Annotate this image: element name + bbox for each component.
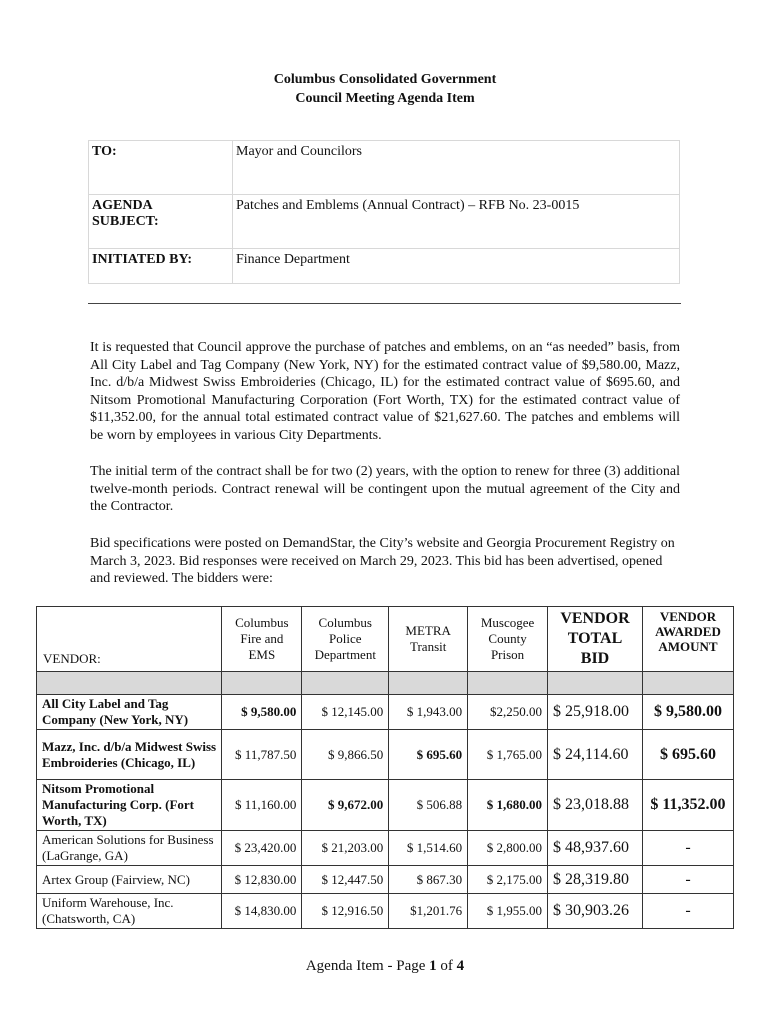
col-fire-ems — [222, 607, 302, 672]
metra-bid: $ 695.60 — [389, 730, 468, 780]
agenda-subject-label — [89, 195, 233, 249]
to-value: Mayor and Councilors — [233, 141, 680, 195]
page-footer — [0, 958, 770, 975]
col-total-line2: TOTAL — [567, 630, 623, 647]
col-awarded-line1: VENDOR — [659, 609, 717, 624]
bid-table — [36, 606, 734, 929]
fire-bid: $ 9,580.00 — [222, 695, 302, 730]
col-total-line1: VENDOR — [560, 610, 630, 627]
total-bid: $ 30,903.26 — [548, 894, 643, 929]
term-paragraph: The initial term of the contract shall be for two (2) years, with the option to renew for three (3) additional twelve-month periods. Contract renewal will be contingent upon the mutual agreement of the City and the Contractor. — [90, 464, 680, 514]
table-row — [37, 695, 734, 730]
total-bid: $ 25,918.00 — [548, 695, 643, 730]
col-police-line3: Department — [314, 647, 376, 662]
police-bid: $ 12,145.00 — [302, 695, 389, 730]
table-row — [37, 831, 734, 866]
metra-bid: $ 1,943.00 — [389, 695, 468, 730]
awarded-amount: $ 695.60 — [642, 730, 733, 780]
table-row — [37, 730, 734, 780]
prison-bid: $2,250.00 — [468, 695, 548, 730]
footer-of: of — [436, 958, 457, 974]
initiated-by-value: Finance Department — [233, 249, 680, 284]
to-row — [89, 141, 680, 195]
footer-page-total: 4 — [456, 958, 465, 974]
col-metra-line2: Transit — [409, 639, 447, 654]
total-bid: $ 23,018.88 — [548, 780, 643, 831]
col-prison — [468, 607, 548, 672]
metra-bid: $ 867.30 — [389, 866, 468, 894]
awarded-amount: - — [642, 894, 733, 929]
prison-bid: $ 2,175.00 — [468, 866, 548, 894]
awarded-amount: $ 11,352.00 — [642, 780, 733, 831]
bid-table-header — [37, 607, 734, 672]
col-police-line1: Columbus — [318, 615, 372, 630]
agenda-subject-row — [89, 195, 680, 249]
col-vendor: VENDOR: — [37, 607, 222, 672]
request-paragraph: It is requested that Council approve the purchase of patches and emblems, on an “as needed” basis, from All City Label and Tag Company (New York, NY) for the estimated contract value of $9,580.00, Mazz, Inc. d/b/a Midwest Swiss Embroideries (Chicago, IL) for the estimated contract value of $695.60, and Nitsom Promotional Manufacturing Corporation (Fort Worth, TX) for the estimated contract value of $11,352.00, for the annual total estimated contract value of $21,627.60. The patches and emblems will be worn by employees in various City Departments. — [90, 340, 680, 443]
col-prison-line1: Muscogee — [480, 615, 535, 630]
vendor-name: Nitsom Promotional Manufacturing Corp. (Fort Worth, TX) — [37, 780, 222, 831]
agenda-subject-value: Patches and Emblems (Annual Contract) – RFB No. 23-0015 — [233, 195, 680, 249]
total-bid: $ 28,319.80 — [548, 866, 643, 894]
prison-bid: $ 1,955.00 — [468, 894, 548, 929]
col-police-line2: Police — [329, 631, 362, 646]
col-total-bid — [548, 607, 643, 672]
fire-bid: $ 23,420.00 — [222, 831, 302, 866]
prison-bid: $ 1,680.00 — [468, 780, 548, 831]
prison-bid: $ 2,800.00 — [468, 831, 548, 866]
bid-paragraph: Bid specifications were posted on DemandStar, the City’s website and Georgia Procurement Registry on March 3, 2023. Bid responses were received on March 29, 2023. This bid has been advertised, opened and reviewed. The bidders were: — [90, 536, 675, 586]
total-bid: $ 24,114.60 — [548, 730, 643, 780]
header-gap-row — [37, 672, 734, 695]
col-prison-line3: Prison — [490, 647, 525, 662]
prison-bid: $ 1,765.00 — [468, 730, 548, 780]
col-fire-line2: Fire and — [240, 631, 284, 646]
metra-bid: $ 506.88 — [389, 780, 468, 831]
agenda-label-line2: SUBJECT: — [92, 214, 159, 229]
fire-bid: $ 11,160.00 — [222, 780, 302, 831]
police-bid: $ 9,866.50 — [302, 730, 389, 780]
table-row — [37, 894, 734, 929]
table-row — [37, 780, 734, 831]
vendor-name: Artex Group (Fairview, NC) — [37, 866, 222, 894]
col-prison-line2: County — [488, 631, 527, 646]
initiated-by-row — [89, 249, 680, 284]
footer-prefix: Agenda Item - Page — [305, 958, 430, 974]
total-bid: $ 48,937.60 — [548, 831, 643, 866]
vendor-name: Uniform Warehouse, Inc. (Chatsworth, CA) — [37, 894, 222, 929]
col-total-line3: BID — [580, 650, 610, 667]
footer-page-number: 1 — [429, 958, 437, 974]
col-metra — [389, 607, 468, 672]
police-bid: $ 21,203.00 — [302, 831, 389, 866]
police-bid: $ 12,916.50 — [302, 894, 389, 929]
header-org: Columbus Consolidated Government — [273, 72, 497, 87]
fire-bid: $ 12,830.00 — [222, 866, 302, 894]
section-divider — [88, 303, 681, 304]
col-awarded-line2: AWARDED — [655, 624, 721, 639]
col-police — [302, 607, 389, 672]
fire-bid: $ 11,787.50 — [222, 730, 302, 780]
police-bid: $ 12,447.50 — [302, 866, 389, 894]
fire-bid: $ 14,830.00 — [222, 894, 302, 929]
vendor-name: Mazz, Inc. d/b/a Midwest Swiss Embroideries (Chicago, IL) — [37, 730, 222, 780]
vendor-name: American Solutions for Business (LaGrange, GA) — [37, 831, 222, 866]
table-row — [37, 866, 734, 894]
col-fire-line1: Columbus — [235, 615, 289, 630]
vendor-name: All City Label and Tag Company (New York, NY) — [37, 695, 222, 730]
col-awarded — [642, 607, 733, 672]
to-label: TO: — [89, 141, 233, 195]
awarded-amount: - — [642, 866, 733, 894]
initiated-by-label: INITIATED BY: — [89, 249, 233, 284]
agenda-label-line1: AGENDA — [92, 198, 153, 213]
awarded-amount: - — [642, 831, 733, 866]
header-title: Council Meeting Agenda Item — [295, 91, 475, 106]
col-awarded-line3: AMOUNT — [658, 639, 718, 654]
awarded-amount: $ 9,580.00 — [642, 695, 733, 730]
metra-bid: $1,201.76 — [389, 894, 468, 929]
col-metra-line1: METRA — [405, 623, 451, 638]
metra-bid: $ 1,514.60 — [389, 831, 468, 866]
col-fire-line3: EMS — [248, 647, 276, 662]
document-header — [0, 70, 770, 108]
police-bid: $ 9,672.00 — [302, 780, 389, 831]
agenda-info-table — [88, 140, 680, 284]
